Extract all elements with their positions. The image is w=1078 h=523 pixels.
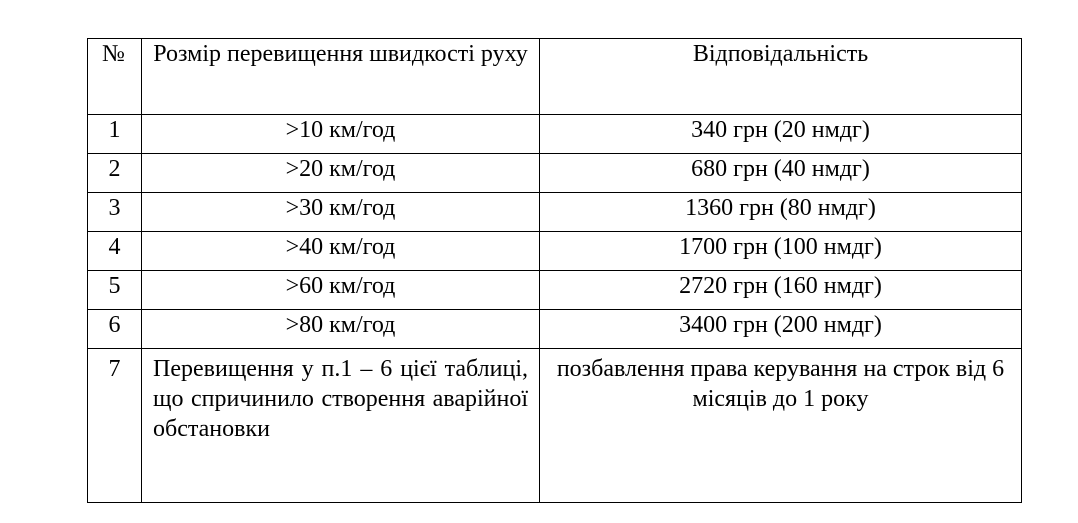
row-liability: 340 грн (20 нмдг) bbox=[540, 115, 1022, 154]
table-header-row bbox=[88, 39, 1022, 115]
row-speed-excess bbox=[142, 349, 540, 503]
row-speed-excess: >40 км/год bbox=[142, 232, 540, 271]
row-speed-excess: >30 км/год bbox=[142, 193, 540, 232]
row-liability: 680 грн (40 нмдг) bbox=[540, 154, 1022, 193]
header-liability: Відповідальність bbox=[540, 39, 1022, 115]
row-number: 7 bbox=[88, 349, 142, 503]
row-liability: 3400 грн (200 нмдг) bbox=[540, 310, 1022, 349]
speed-liability-table bbox=[87, 38, 1022, 503]
row-liability: 2720 грн (160 нмдг) bbox=[540, 271, 1022, 310]
row-liability: позбавлення права керування на строк від 6 місяців до 1 року bbox=[540, 349, 1022, 503]
row-number: 2 bbox=[88, 154, 142, 193]
row-liability: 1360 грн (80 нмдг) bbox=[540, 193, 1022, 232]
row-number: 3 bbox=[88, 193, 142, 232]
table-row bbox=[88, 115, 1022, 154]
table-row bbox=[88, 349, 1022, 503]
table-row bbox=[88, 271, 1022, 310]
row-liability: 1700 грн (100 нмдг) bbox=[540, 232, 1022, 271]
row-speed-excess-text: Перевищення у п.1 – 6 цієї таблиці, що спричинило створення аварійної bbox=[153, 356, 528, 412]
table-row bbox=[88, 154, 1022, 193]
row-speed-excess: >60 км/год bbox=[142, 271, 540, 310]
row-number: 4 bbox=[88, 232, 142, 271]
table-row bbox=[88, 232, 1022, 271]
header-number: № bbox=[88, 39, 142, 115]
table-row bbox=[88, 193, 1022, 232]
row-number: 6 bbox=[88, 310, 142, 349]
row-speed-excess: >80 км/год bbox=[142, 310, 540, 349]
row-speed-excess: >10 км/год bbox=[142, 115, 540, 154]
row-number: 1 bbox=[88, 115, 142, 154]
row-speed-excess: >20 км/год bbox=[142, 154, 540, 193]
row-number: 5 bbox=[88, 271, 142, 310]
header-speed-excess: Розмір перевищення швидкості руху bbox=[142, 39, 540, 115]
row-speed-excess-text-end: обстановки bbox=[153, 416, 270, 442]
table-row bbox=[88, 310, 1022, 349]
